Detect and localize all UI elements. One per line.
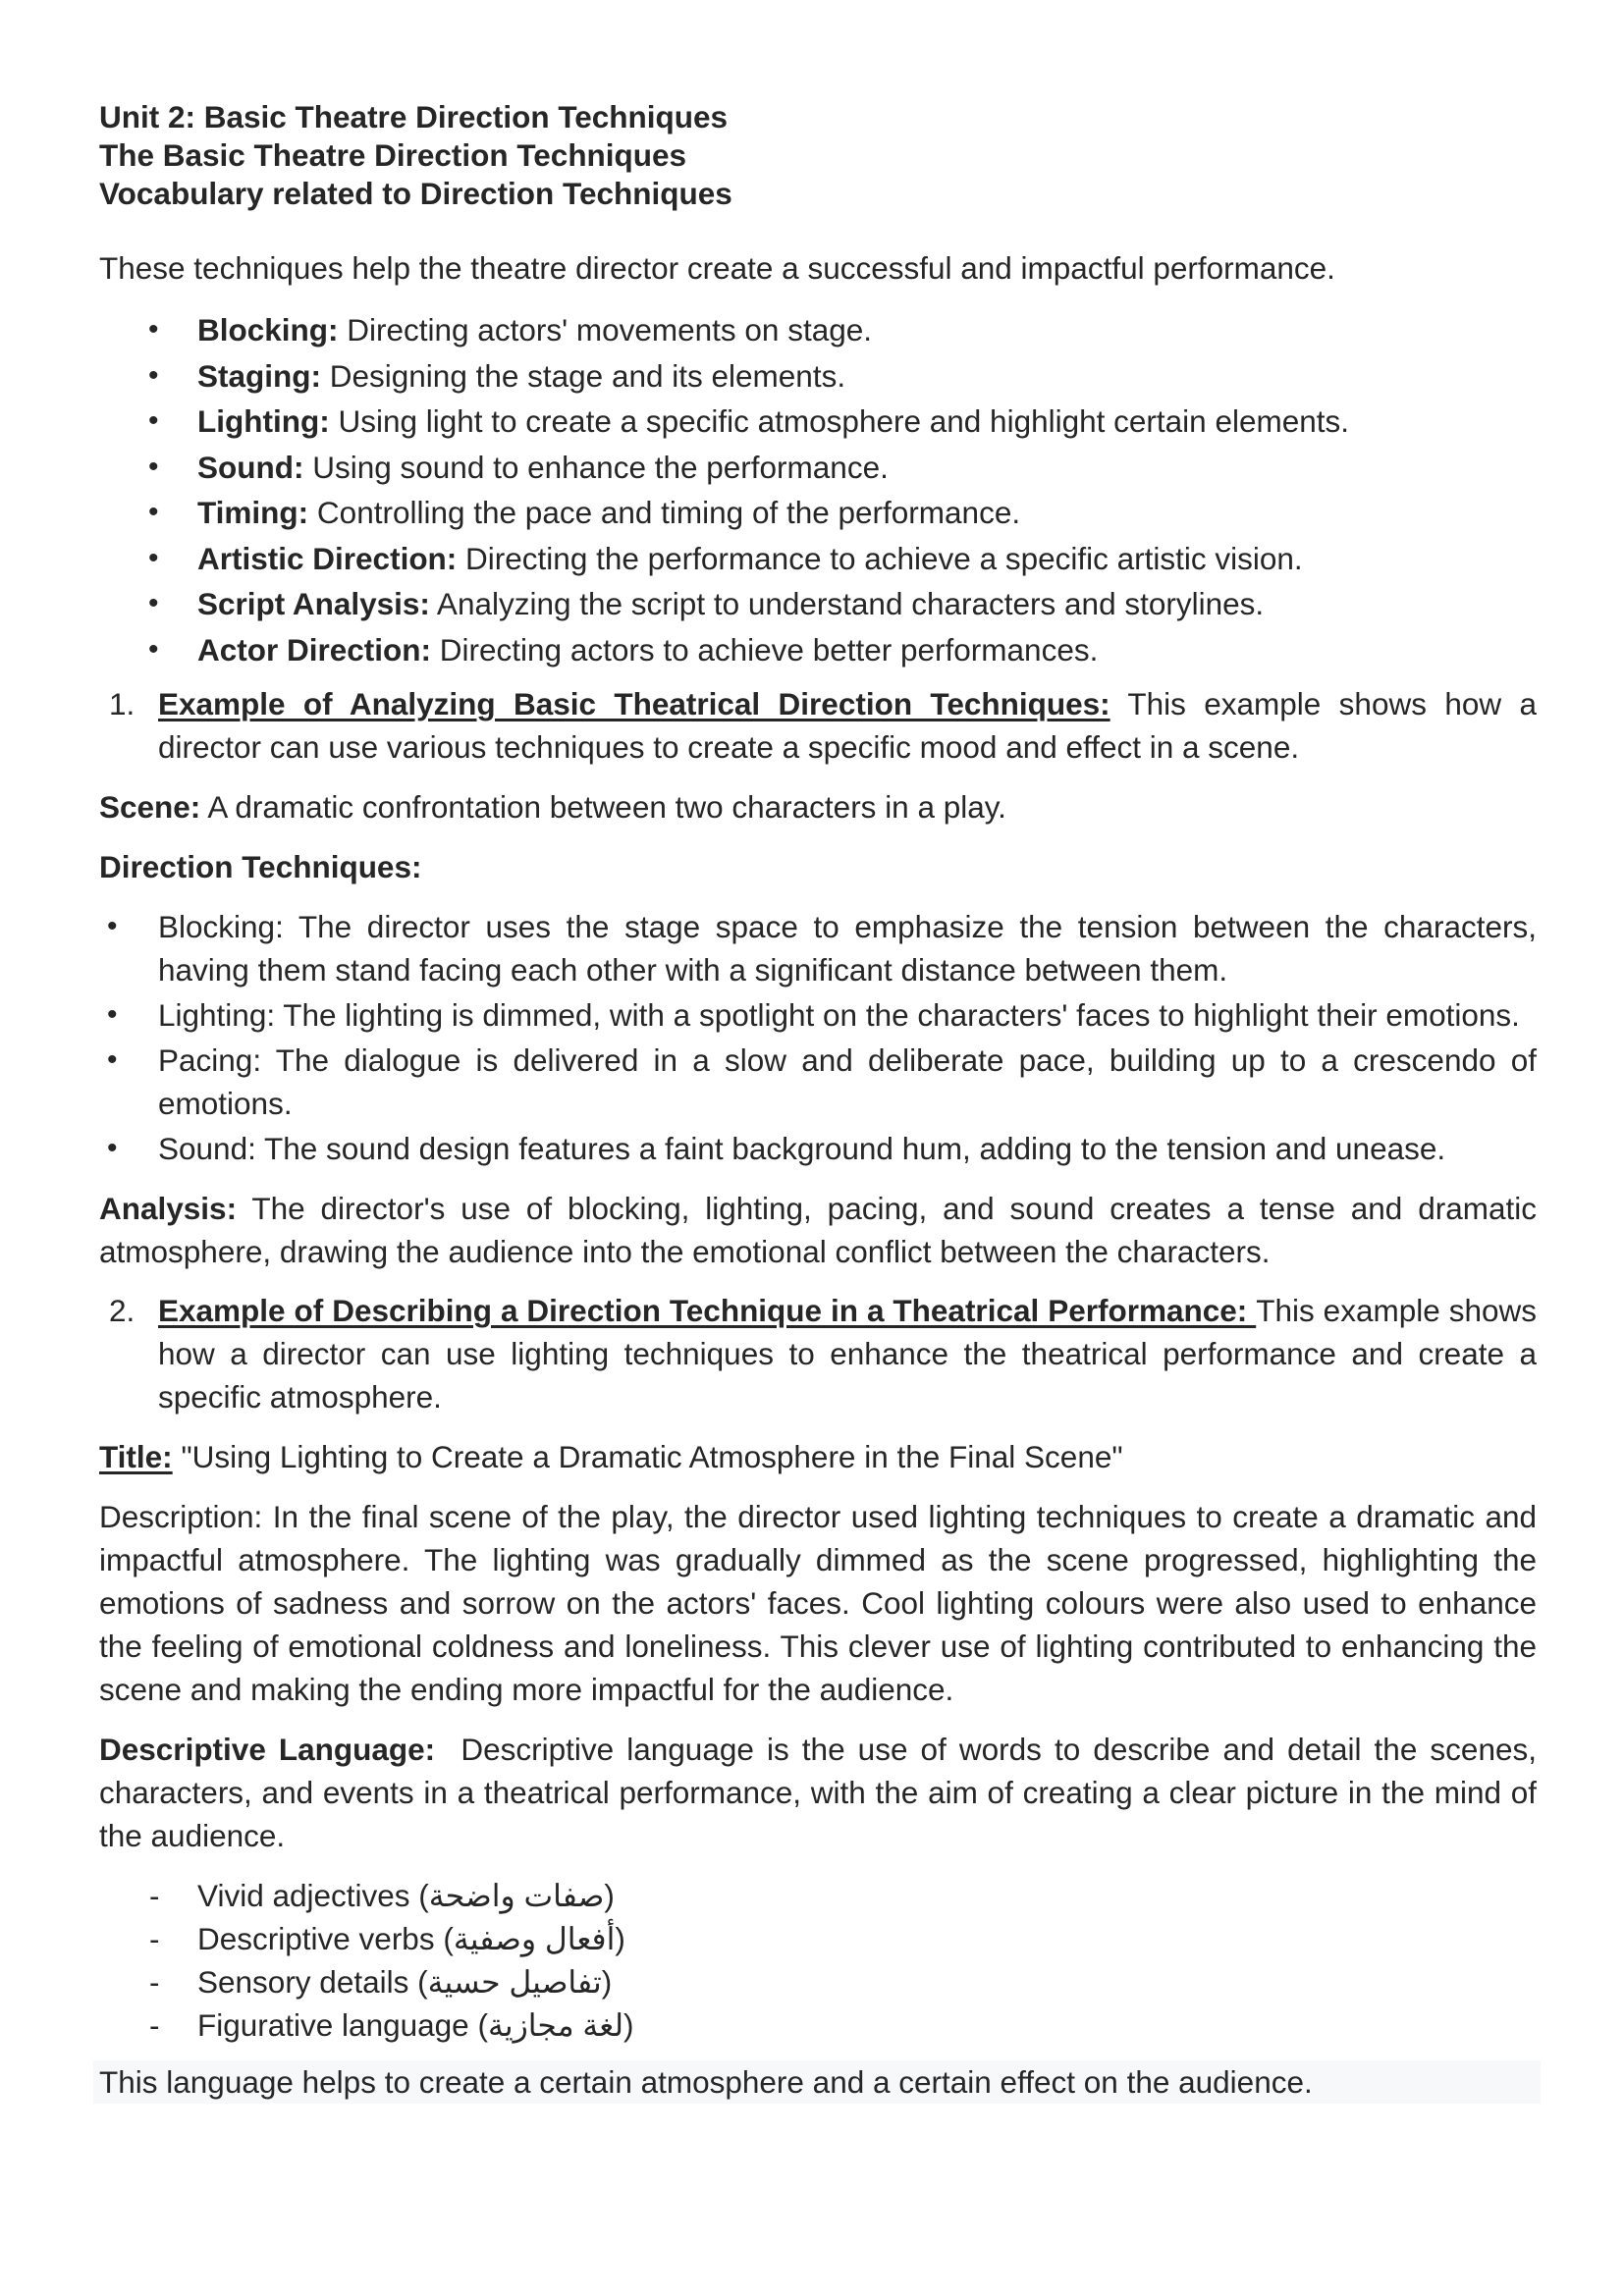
- example-title: Example of Describing a Direction Technique in a Theatrical Performance:: [158, 1293, 1257, 1328]
- direction-techniques-list: [99, 905, 1537, 1170]
- list-item: [197, 490, 1537, 536]
- list-item: - Descriptive verbs (أفعال وصفية): [197, 1917, 1537, 1960]
- list-item: • Lighting: The lighting is dimmed, with a spotlight on the characters' faces to highlight their emotions.: [158, 993, 1537, 1037]
- term-description: Directing actors' movements on stage.: [338, 312, 873, 347]
- analysis-text: The director's use of blocking, lighting, pacing, and sound creates a tense and dramatic atmosphere, drawing the audience into the emotional conflict between the characters.: [99, 1191, 1537, 1269]
- term-label: Sound:: [197, 449, 304, 485]
- document-page: [99, 98, 1545, 2104]
- term-label: Timing:: [197, 495, 309, 530]
- term-label: Actor Direction:: [197, 631, 432, 667]
- term-description: Using sound to enhance the performance.: [303, 449, 889, 485]
- list-item: • Sound: The sound design features a faint background hum, adding to the tension and unease.: [158, 1127, 1537, 1170]
- description-paragraph: Description: In the final scene of the play, the director used lighting techniques to create a dramatic and impactful atmosphere. The lighting was gradually dimmed as the scene progressed, highlighting the emotions of sadness and sorrow on the actors' faces. Cool lighting colours were also used to enhance the feeling of emotional coldness and loneliness. This clever use of lighting contributed to enhancing the scene and making the ending more impactful for the audience.: [99, 1499, 1537, 1707]
- term-label: Lighting:: [197, 403, 330, 439]
- descriptive-language-label: Descriptive Language:: [99, 1732, 436, 1767]
- closing-paragraph: This language helps to create a certain atmosphere and a certain effect on the audience.: [93, 2060, 1541, 2104]
- title-label: Title:: [99, 1439, 173, 1474]
- direction-techniques-label: [99, 845, 1537, 888]
- example-title: Example of Analyzing Basic Theatrical Direction Techniques:: [158, 686, 1110, 721]
- term-description: Directing actors to achieve better performances.: [431, 631, 1099, 667]
- scene-text: A dramatic confrontation between two characters in a play.: [200, 789, 1006, 825]
- scene-label: Scene:: [99, 789, 201, 825]
- list-item: [197, 307, 1537, 353]
- language-features-list: [99, 1874, 1537, 2047]
- term-description: Directing the performance to achieve a specific artistic vision.: [457, 540, 1303, 576]
- list-item: • Pacing: The dialogue is delivered in a slow and deliberate pace, building up to a crescendo of emotions.: [158, 1039, 1537, 1125]
- list-item: - Figurative language (لغة مجازية): [197, 2003, 1537, 2047]
- list-item: - Sensory details (تفاصيل حسية): [197, 1960, 1537, 2003]
- title-text: "Using Lighting to Create a Dramatic Atmosphere in the Final Scene": [172, 1439, 1123, 1474]
- term-description: Designing the stage and its elements.: [321, 357, 846, 394]
- example-1: [99, 682, 1537, 769]
- list-item: [197, 353, 1537, 400]
- analysis-paragraph: [99, 1187, 1537, 1273]
- list-item: [197, 581, 1537, 627]
- vocabulary-heading: Vocabulary related to Direction Techniques: [99, 176, 732, 211]
- list-item: [197, 536, 1537, 582]
- term-description: Controlling the pace and timing of the performance.: [308, 495, 1021, 530]
- analysis-label: Analysis:: [99, 1191, 238, 1226]
- example-text: This example shows how a director can use various techniques to create a specific mood and effect in a scene.: [158, 686, 1537, 765]
- unit-heading: Unit 2: Basic Theatre Direction Techniques: [99, 99, 729, 134]
- term-description: Using light to create a specific atmosphere and highlight certain elements.: [329, 403, 1350, 439]
- example-text: This example shows how a director can use lighting techniques to enhance the theatrical performance and create a specific atmosphere.: [158, 1293, 1537, 1415]
- list-item: - Vivid adjectives (صفات واضحة): [197, 1874, 1537, 1917]
- example-number: 2.: [109, 1293, 135, 1328]
- term-description: Analyzing the script to understand characters and storylines.: [429, 586, 1265, 621]
- heading-block: [99, 98, 1537, 213]
- descriptive-language-text: Descriptive language is the use of words to describe and detail the scenes, characters, and events in a theatrical performance, with the aim of creating a clear picture in the mind of the audience.: [99, 1732, 1545, 1853]
- example-number: 1.: [109, 686, 135, 721]
- example-2: [99, 1289, 1537, 1418]
- term-label: Blocking:: [197, 312, 339, 347]
- list-item: [197, 627, 1537, 673]
- list-item: [197, 445, 1537, 491]
- term-label: Script Analysis:: [197, 586, 430, 621]
- term-label: Artistic Direction:: [197, 540, 458, 576]
- intro-paragraph: These techniques help the theatre director create a successful and impactful performance.: [99, 250, 1335, 286]
- list-item: • Blocking: The director uses the stage space to emphasize the tension between the characters, having them stand facing each other with a significant distance between them.: [158, 905, 1537, 991]
- scene-paragraph: [99, 785, 1537, 828]
- section-heading: The Basic Theatre Direction Techniques: [99, 137, 687, 173]
- term-label: Staging:: [197, 357, 321, 394]
- direction-techniques-heading: Direction Techniques:: [99, 849, 422, 884]
- list-item: [197, 399, 1537, 445]
- techniques-list: [99, 307, 1537, 672]
- descriptive-language-paragraph: [99, 1728, 1545, 1857]
- title-paragraph: [99, 1435, 1537, 1478]
